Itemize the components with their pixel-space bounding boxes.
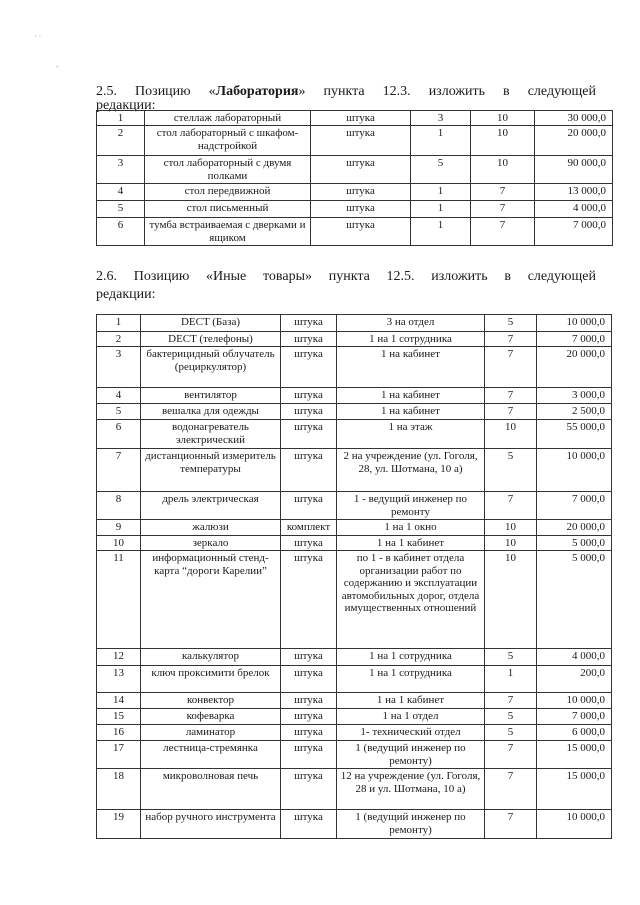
cell-row-number: 19 bbox=[97, 810, 141, 839]
cell-price: 20 000,0 bbox=[537, 347, 612, 388]
cell-service-life: 7 bbox=[485, 693, 537, 709]
cell-unit: штука bbox=[281, 404, 337, 420]
cell-item-name: водонагреватель электрический bbox=[141, 420, 281, 449]
cell-unit: штука bbox=[281, 693, 337, 709]
cell-quantity: 1 на 1 сотрудника bbox=[337, 332, 485, 347]
cell-quantity: 1 bbox=[411, 201, 471, 218]
cell-row-number: 16 bbox=[97, 725, 141, 741]
table-row bbox=[97, 449, 612, 492]
cell-row-number: 4 bbox=[97, 184, 145, 201]
section-2-5-continuation: редакции: bbox=[96, 98, 156, 113]
cell-price: 4 000,0 bbox=[537, 649, 612, 666]
cell-item-name: вешалка для одежды bbox=[141, 404, 281, 420]
section-2-6-heading: 2.6. Позицию «Иные товары» пункта 12.5. изложить в следующей bbox=[96, 269, 596, 284]
cell-service-life: 10 bbox=[471, 126, 535, 156]
cell-price: 90 000,0 bbox=[535, 156, 613, 184]
cell-row-number: 2 bbox=[97, 332, 141, 347]
cell-unit: штука bbox=[311, 156, 411, 184]
cell-item-name: микроволновая печь bbox=[141, 769, 281, 810]
section-number: 2.5. bbox=[96, 84, 117, 99]
cell-row-number: 11 bbox=[97, 551, 141, 649]
cell-item-name: дистанционный измеритель температуры bbox=[141, 449, 281, 492]
cell-item-name: стеллаж лабораторный bbox=[145, 111, 311, 126]
cell-unit: штука bbox=[281, 551, 337, 649]
cell-quantity: 1 на 1 кабинет bbox=[337, 693, 485, 709]
cell-row-number: 5 bbox=[97, 404, 141, 420]
cell-service-life: 5 bbox=[485, 725, 537, 741]
cell-service-life: 7 bbox=[485, 347, 537, 388]
table-row bbox=[97, 492, 612, 520]
cell-item-name: вентилятор bbox=[141, 388, 281, 404]
cell-service-life: 7 bbox=[485, 404, 537, 420]
laboratory-table-body bbox=[97, 111, 613, 246]
cell-item-name: жалюзи bbox=[141, 520, 281, 536]
cell-unit: штука bbox=[281, 536, 337, 551]
cell-item-name: калькулятор bbox=[141, 649, 281, 666]
cell-service-life: 7 bbox=[485, 741, 537, 769]
cell-service-life: 5 bbox=[485, 709, 537, 725]
cell-quantity: 3 на отдел bbox=[337, 315, 485, 332]
heading-text-post: » пункта 12.3. изложить в следующей bbox=[298, 84, 597, 99]
cell-price: 55 000,0 bbox=[537, 420, 612, 449]
cell-price: 7 000,0 bbox=[535, 218, 613, 246]
heading-text-pre: Позицию « bbox=[135, 84, 216, 99]
cell-item-name: стол лабораторный с двумя полками bbox=[145, 156, 311, 184]
cell-price: 15 000,0 bbox=[537, 741, 612, 769]
cell-row-number: 6 bbox=[97, 420, 141, 449]
cell-unit: комплект bbox=[281, 520, 337, 536]
cell-service-life: 10 bbox=[485, 520, 537, 536]
table-row bbox=[97, 693, 612, 709]
cell-price: 4 000,0 bbox=[535, 201, 613, 218]
cell-service-life: 5 bbox=[485, 449, 537, 492]
table-row bbox=[97, 810, 612, 839]
cell-service-life: 10 bbox=[471, 111, 535, 126]
section-2-5-heading bbox=[96, 82, 596, 101]
cell-price: 3 000,0 bbox=[537, 388, 612, 404]
cell-service-life: 1 bbox=[485, 666, 537, 693]
cell-unit: штука bbox=[281, 741, 337, 769]
cell-item-name: ламинатор bbox=[141, 725, 281, 741]
cell-unit: штука bbox=[281, 666, 337, 693]
cell-row-number: 7 bbox=[97, 449, 141, 492]
heading-text-bold: Лаборатория bbox=[215, 84, 299, 99]
cell-price: 7 000,0 bbox=[537, 332, 612, 347]
cell-quantity: 12 на учреждение (ул. Гоголя, 28 и ул. Шотмана, 10 а) bbox=[337, 769, 485, 810]
cell-item-name: зеркало bbox=[141, 536, 281, 551]
cell-quantity: 1 на кабинет bbox=[337, 404, 485, 420]
table-row bbox=[97, 769, 612, 810]
cell-item-name: набор ручного инструмента bbox=[141, 810, 281, 839]
cell-price: 5 000,0 bbox=[537, 536, 612, 551]
cell-unit: штука bbox=[281, 388, 337, 404]
table-row bbox=[97, 709, 612, 725]
cell-price: 200,0 bbox=[537, 666, 612, 693]
cell-row-number: 12 bbox=[97, 649, 141, 666]
table-row bbox=[97, 725, 612, 741]
cell-unit: штука bbox=[311, 111, 411, 126]
cell-price: 20 000,0 bbox=[537, 520, 612, 536]
cell-item-name: дрель электрическая bbox=[141, 492, 281, 520]
cell-item-name: стол передвижной bbox=[145, 184, 311, 201]
cell-quantity: 1 на этаж bbox=[337, 420, 485, 449]
cell-service-life: 10 bbox=[485, 420, 537, 449]
cell-item-name: тумба встраиваемая с дверками и ящиком bbox=[145, 218, 311, 246]
cell-quantity: 1 на 1 кабинет bbox=[337, 536, 485, 551]
cell-unit: штука bbox=[311, 126, 411, 156]
cell-service-life: 7 bbox=[485, 492, 537, 520]
table-row bbox=[97, 551, 612, 649]
cell-service-life: 5 bbox=[485, 315, 537, 332]
cell-row-number: 13 bbox=[97, 666, 141, 693]
cell-price: 20 000,0 bbox=[535, 126, 613, 156]
cell-price: 5 000,0 bbox=[537, 551, 612, 649]
cell-price: 15 000,0 bbox=[537, 769, 612, 810]
cell-unit: штука bbox=[281, 810, 337, 839]
cell-price: 10 000,0 bbox=[537, 810, 612, 839]
cell-row-number: 10 bbox=[97, 536, 141, 551]
cell-unit: штука bbox=[281, 492, 337, 520]
cell-price: 13 000,0 bbox=[535, 184, 613, 201]
cell-quantity: 1 bbox=[411, 184, 471, 201]
cell-unit: штука bbox=[311, 184, 411, 201]
cell-quantity: по 1 - в кабинет отдела организации работ по содержанию и эксплуатации автомобильных дорог, отдела имущественных отношений bbox=[337, 551, 485, 649]
cell-item-name: информационный стенд-карта “дороги Карелии” bbox=[141, 551, 281, 649]
cell-item-name: бактерицидный облучатель (рециркулятор) bbox=[141, 347, 281, 388]
table-row bbox=[97, 666, 612, 693]
cell-quantity: 1 bbox=[411, 218, 471, 246]
cell-service-life: 7 bbox=[471, 184, 535, 201]
other-goods-table-body bbox=[97, 315, 612, 839]
cell-unit: штука bbox=[281, 449, 337, 492]
cell-row-number: 1 bbox=[97, 111, 145, 126]
cell-row-number: 15 bbox=[97, 709, 141, 725]
cell-service-life: 7 bbox=[485, 769, 537, 810]
cell-service-life: 7 bbox=[471, 201, 535, 218]
cell-service-life: 10 bbox=[485, 536, 537, 551]
cell-price: 6 000,0 bbox=[537, 725, 612, 741]
cell-service-life: 10 bbox=[485, 551, 537, 649]
other-goods-table bbox=[96, 314, 612, 839]
cell-price: 10 000,0 bbox=[537, 315, 612, 332]
cell-row-number: 17 bbox=[97, 741, 141, 769]
table-row bbox=[97, 420, 612, 449]
cell-row-number: 8 bbox=[97, 492, 141, 520]
cell-row-number: 4 bbox=[97, 388, 141, 404]
cell-quantity: 1 на кабинет bbox=[337, 388, 485, 404]
table-row bbox=[97, 649, 612, 666]
cell-unit: штука bbox=[281, 709, 337, 725]
cell-row-number: 3 bbox=[97, 347, 141, 388]
cell-quantity: 1- технический отдел bbox=[337, 725, 485, 741]
cell-quantity: 1 - ведущий инженер по ремонту bbox=[337, 492, 485, 520]
table-row bbox=[97, 126, 613, 156]
cell-price: 30 000,0 bbox=[535, 111, 613, 126]
cell-quantity: 1 bbox=[411, 126, 471, 156]
table-row bbox=[97, 741, 612, 769]
scan-mark: - bbox=[56, 62, 59, 71]
cell-quantity: 1 на 1 окно bbox=[337, 520, 485, 536]
cell-row-number: 18 bbox=[97, 769, 141, 810]
cell-unit: штука bbox=[311, 201, 411, 218]
table-row bbox=[97, 111, 613, 126]
cell-unit: штука bbox=[281, 725, 337, 741]
cell-item-name: кофеварка bbox=[141, 709, 281, 725]
cell-service-life: 7 bbox=[485, 388, 537, 404]
cell-unit: штука bbox=[311, 218, 411, 246]
cell-unit: штука bbox=[281, 347, 337, 388]
cell-quantity: 1 (ведущий инженер по ремонту) bbox=[337, 810, 485, 839]
cell-unit: штука bbox=[281, 315, 337, 332]
table-row bbox=[97, 156, 613, 184]
cell-quantity: 1 на кабинет bbox=[337, 347, 485, 388]
table-row bbox=[97, 184, 613, 201]
table-row bbox=[97, 536, 612, 551]
cell-quantity: 1 на 1 отдел bbox=[337, 709, 485, 725]
cell-item-name: лестница-стремянка bbox=[141, 741, 281, 769]
table-row bbox=[97, 332, 612, 347]
cell-quantity: 1 на 1 сотрудника bbox=[337, 666, 485, 693]
cell-price: 7 000,0 bbox=[537, 492, 612, 520]
cell-unit: штука bbox=[281, 420, 337, 449]
cell-row-number: 3 bbox=[97, 156, 145, 184]
table-row bbox=[97, 404, 612, 420]
cell-price: 7 000,0 bbox=[537, 709, 612, 725]
table-row bbox=[97, 388, 612, 404]
cell-service-life: 7 bbox=[485, 332, 537, 347]
cell-row-number: 6 bbox=[97, 218, 145, 246]
cell-price: 10 000,0 bbox=[537, 449, 612, 492]
cell-row-number: 1 bbox=[97, 315, 141, 332]
table-row bbox=[97, 347, 612, 388]
cell-service-life: 10 bbox=[471, 156, 535, 184]
cell-row-number: 5 bbox=[97, 201, 145, 218]
cell-quantity: 5 bbox=[411, 156, 471, 184]
cell-item-name: ключ проксимити брелок bbox=[141, 666, 281, 693]
cell-quantity: 1 (ведущий инженер по ремонту) bbox=[337, 741, 485, 769]
cell-item-name: DECT (База) bbox=[141, 315, 281, 332]
cell-price: 10 000,0 bbox=[537, 693, 612, 709]
cell-unit: штука bbox=[281, 769, 337, 810]
cell-row-number: 9 bbox=[97, 520, 141, 536]
cell-service-life: 7 bbox=[471, 218, 535, 246]
cell-price: 2 500,0 bbox=[537, 404, 612, 420]
laboratory-table bbox=[96, 110, 613, 246]
cell-row-number: 2 bbox=[97, 126, 145, 156]
cell-quantity: 2 на учреждение (ул. Гоголя, 28, ул. Шотмана, 10 а) bbox=[337, 449, 485, 492]
cell-item-name: конвектор bbox=[141, 693, 281, 709]
cell-service-life: 5 bbox=[485, 649, 537, 666]
cell-item-name: стол лабораторный с шкафом-надстройкой bbox=[145, 126, 311, 156]
table-row bbox=[97, 315, 612, 332]
table-row bbox=[97, 201, 613, 218]
cell-item-name: стол письменный bbox=[145, 201, 311, 218]
cell-unit: штука bbox=[281, 332, 337, 347]
scan-mark: · · bbox=[34, 32, 42, 41]
table-row bbox=[97, 520, 612, 536]
cell-service-life: 7 bbox=[485, 810, 537, 839]
cell-row-number: 14 bbox=[97, 693, 141, 709]
table-row bbox=[97, 218, 613, 246]
section-2-6-continuation: редакции: bbox=[96, 287, 156, 302]
cell-quantity: 1 на 1 сотрудника bbox=[337, 649, 485, 666]
cell-quantity: 3 bbox=[411, 111, 471, 126]
cell-unit: штука bbox=[281, 649, 337, 666]
cell-item-name: DECT (телефоны) bbox=[141, 332, 281, 347]
